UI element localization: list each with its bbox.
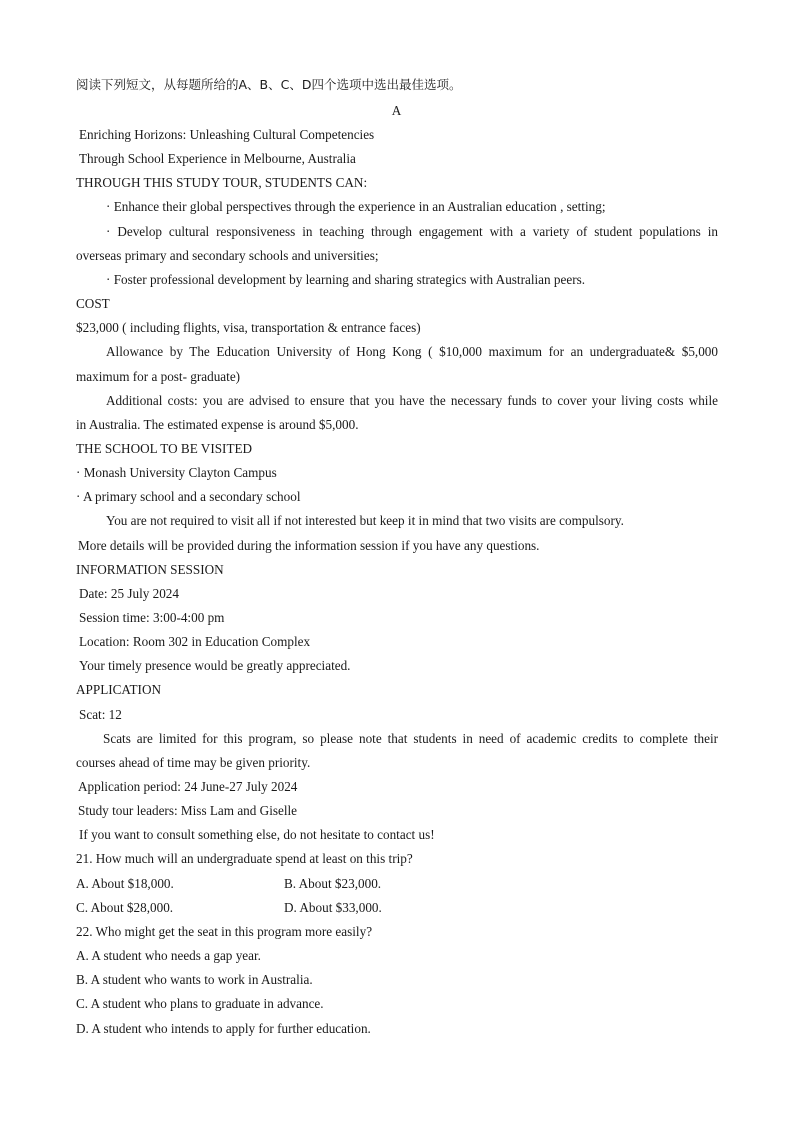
info-presence: Your timely presence would be greatly appreciated.: [79, 658, 351, 673]
question-22: 22. Who might get the seat in this program more easily?: [76, 924, 373, 939]
consult-note: If you want to consult something else, do not hesitate to contact us!: [79, 827, 435, 842]
section-letter: A: [391, 103, 402, 118]
allowance-line-1: Allowance by The Education University of Hong Kong ( $10,000 maximum for an undergraduate& $5,000: [106, 344, 718, 359]
info-date: Date: 25 July 2024: [79, 586, 179, 601]
title-line-2: Through School Experience in Melbourne, Australia: [79, 151, 356, 166]
school-1: · Monash University Clayton Campus: [76, 465, 277, 480]
info-location: Location: Room 302 in Education Complex: [79, 634, 311, 649]
q22-option-a: A. A student who needs a gap year.: [76, 948, 261, 963]
q22-option-d: D. A student who intends to apply for further education.: [76, 1021, 371, 1036]
bullet-2-line-2: overseas primary and secondary schools and universities;: [76, 248, 379, 263]
cost-amount: $23,000 ( including flights, visa, transportation & entrance faces): [76, 320, 421, 335]
seats-line-2: courses ahead of time may be given priority.: [76, 755, 311, 770]
seat-count: Scat: 12: [79, 707, 122, 722]
bullet-3: · Foster professional development by learning and sharing strategics with Australian peers.: [106, 272, 586, 287]
info-time: Session time: 3:00-4:00 pm: [79, 610, 225, 625]
q21-option-d: D. About $33,000.: [284, 900, 382, 915]
more-details: More details will be provided during the information session if you have any questions.: [78, 538, 540, 553]
heading-cost: COST: [76, 296, 110, 311]
instruction: 阅读下列短文，从每题所给的A、B、C、D四个选项中选出最佳选项。: [76, 77, 462, 92]
question-21-options-row-1: [76, 875, 718, 893]
q22-option-c: C. A student who plans to graduate in advance.: [76, 996, 324, 1011]
additional-line-1: Additional costs: you are advised to ensure that you have the necessary funds to cover your living costs while: [106, 393, 718, 408]
heading-students: THROUGH THIS STUDY TOUR, STUDENTS CAN:: [76, 175, 368, 190]
heading-school: THE SCHOOL TO BE VISITED: [76, 441, 253, 456]
bullet-2-line-1: · Develop cultural responsiveness in teaching through engagement with a variety of student populations in: [106, 224, 718, 239]
school-2: · A primary school and a secondary school: [76, 489, 301, 504]
q21-option-a: A. About $18,000.: [76, 876, 174, 891]
allowance-line-2: maximum for a post- graduate): [76, 369, 241, 384]
question-21: 21. How much will an undergraduate spend at least on this trip?: [76, 851, 413, 866]
tour-leaders: Study tour leaders: Miss Lam and Giselle: [78, 803, 298, 818]
seats-line-1: Scats are limited for this program, so please note that students in need of academic credits to complete their: [103, 731, 718, 746]
bullet-1: · Enhance their global perspectives through the experience in an Australian education , setting;: [106, 199, 606, 214]
question-21-options-row-2: [76, 899, 718, 917]
heading-info-session: INFORMATION SESSION: [76, 562, 224, 577]
additional-line-2: in Australia. The estimated expense is around $5,000.: [76, 417, 359, 432]
application-period: Application period: 24 June-27 July 2024: [78, 779, 298, 794]
q21-option-c: C. About $28,000.: [76, 900, 174, 915]
heading-application: APPLICATION: [76, 682, 161, 697]
visit-note: You are not required to visit all if not interested but keep it in mind that two visits are compulsory.: [106, 513, 624, 528]
q21-option-b: B. About $23,000.: [284, 876, 382, 891]
q22-option-b: B. A student who wants to work in Australia.: [76, 972, 313, 987]
title-line-1: Enriching Horizons: Unleashing Cultural Competencies: [79, 127, 375, 142]
